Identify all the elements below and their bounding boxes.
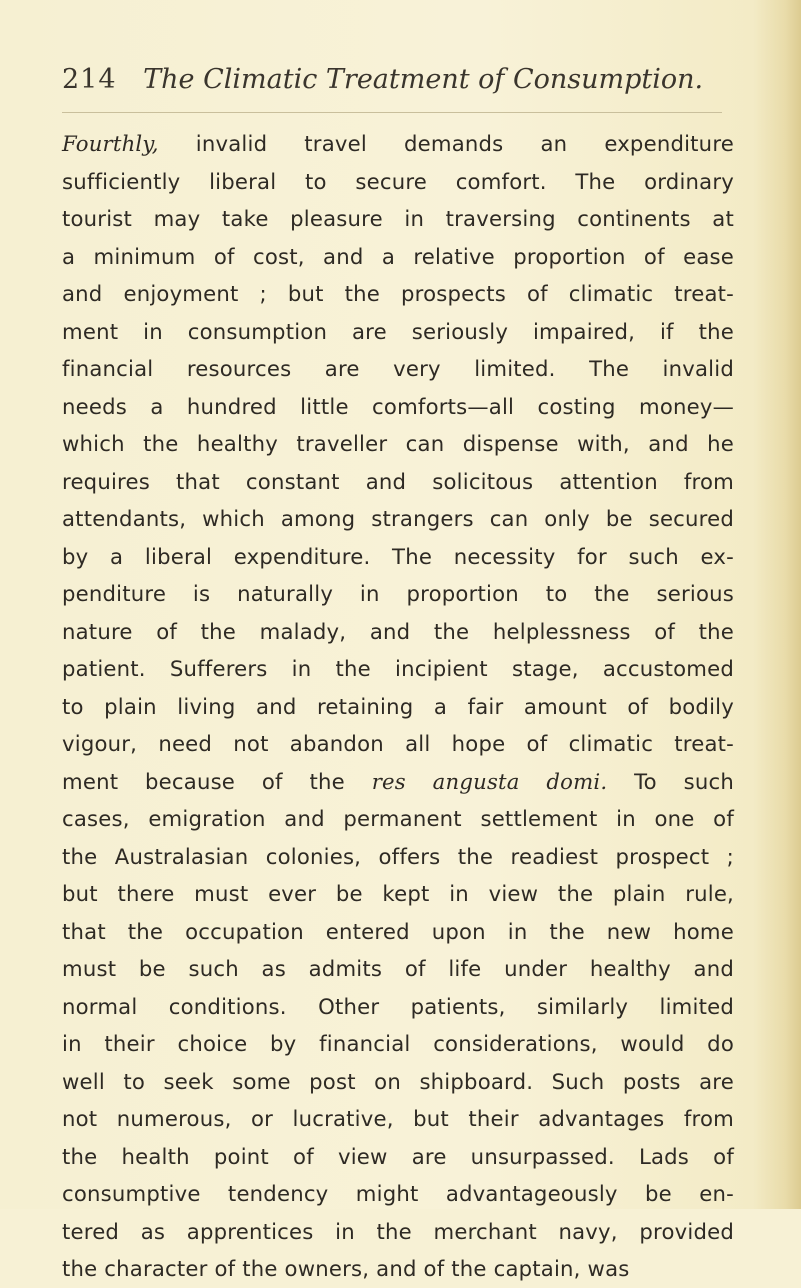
text-line: [62, 1063, 734, 1101]
text-line: [62, 425, 734, 463]
text-line: [62, 763, 734, 801]
page-number: 214: [62, 64, 117, 95]
text-run: well to seek some post on shipboard. Such posts are: [62, 1068, 734, 1094]
text-line: [62, 1213, 734, 1251]
text-line: [62, 800, 734, 838]
text-line: [62, 350, 734, 388]
italic-run: Fourthly,: [62, 131, 159, 156]
text-run: needs a hundred little comforts—all costing money—: [62, 393, 734, 419]
text-run: the Australasian colonies, offers the readiest prospect ;: [62, 843, 734, 869]
text-run: not numerous, or lucrative, but their advantages from: [62, 1106, 734, 1131]
text-line: [62, 1250, 734, 1288]
text-line: [62, 1175, 734, 1213]
text-line: [62, 238, 734, 276]
text-run: and enjoyment ; but the prospects of climatic treat-: [62, 281, 734, 306]
running-head: [62, 64, 762, 104]
text-run: a minimum of cost, and a relative proportion of ease: [62, 243, 734, 269]
text-run: sufficiently liberal to secure comfort. The ordinary: [62, 168, 734, 194]
text-run: the health point of view are unsurpassed. Lads of: [62, 1143, 734, 1169]
header-rule: [62, 112, 722, 113]
text-run: tourist may take pleasure in traversing continents at: [62, 206, 734, 231]
text-line: [62, 163, 734, 201]
text-run: by a liberal expenditure. The necessity for such ex-: [62, 543, 734, 569]
text-run: tered as apprentices in the merchant navy, provided: [62, 1218, 734, 1244]
text-line: [62, 950, 734, 988]
text-run: consumptive tendency might advantageously be en-: [62, 1181, 734, 1206]
text-run: ment in consumption are seriously impaired, if the: [62, 318, 734, 344]
text-run: cases, emigration and permanent settlement in one of: [62, 806, 734, 831]
text-run: patient. Sufferers in the incipient stage, accustomed: [62, 656, 734, 681]
text-line: [62, 313, 734, 351]
text-line: [62, 838, 734, 876]
text-line: [62, 650, 734, 688]
text-line: [62, 913, 734, 951]
text-run: To such: [607, 768, 734, 794]
text-run: to plain living and retaining a fair amount of bodily: [62, 693, 734, 719]
text-run: invalid travel demands an expenditure: [158, 131, 734, 156]
text-line: [62, 725, 734, 763]
text-line: [62, 500, 734, 538]
text-line: [62, 200, 734, 238]
text-run: penditure is naturally in proportion to the serious: [62, 581, 734, 606]
text-run: vigour, need not abandon all hope of climatic treat-: [62, 731, 734, 756]
body-text: [62, 125, 734, 1288]
text-line: [62, 613, 734, 651]
text-run: ment because of the: [62, 768, 372, 794]
text-run: but there must ever be kept in view the plain rule,: [62, 881, 734, 906]
text-line: [62, 1100, 734, 1138]
text-run: attendants, which among strangers can only be secured: [62, 506, 734, 531]
text-line: [62, 575, 734, 613]
text-run: that the occupation entered upon in the new home: [62, 918, 734, 944]
text-run: which the healthy traveller can dispense with, and he: [62, 431, 734, 456]
text-line: [62, 388, 734, 426]
text-run: in their choice by financial considerations, would do: [62, 1031, 734, 1056]
text-line: [62, 875, 734, 913]
running-title: The Climatic Treatment of Consumption.: [143, 64, 704, 95]
text-run: requires that constant and solicitous attention from: [62, 468, 734, 494]
text-line: [62, 1025, 734, 1063]
text-line: [62, 688, 734, 726]
text-run: financial resources are very limited. The invalid: [62, 356, 734, 381]
text-run: must be such as admits of life under healthy and: [62, 956, 734, 981]
text-run: normal conditions. Other patients, similarly limited: [62, 993, 734, 1019]
text-line: [62, 125, 734, 163]
text-line: [62, 463, 734, 501]
text-line: [62, 275, 734, 313]
italic-run: res angusta domi.: [371, 768, 608, 794]
text-line: [62, 538, 734, 576]
text-run: the character of the owners, and of the captain, was: [62, 1256, 630, 1281]
text-run: nature of the malady, and the helplessness of the: [62, 618, 734, 644]
text-line: [62, 1138, 734, 1176]
text-line: [62, 988, 734, 1026]
